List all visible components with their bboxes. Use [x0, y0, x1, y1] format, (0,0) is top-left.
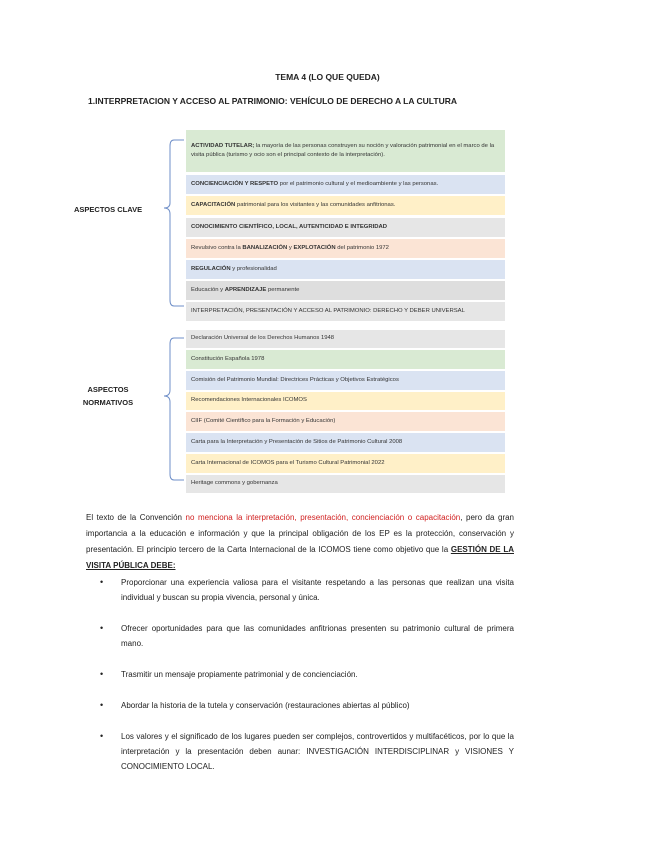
- page-title: TEMA 4 (LO QUE QUEDA): [275, 72, 380, 82]
- clave-item: REGULACIÓN y profesionalidad: [186, 260, 505, 279]
- normativo-item: Recomendaciones Internacionales ICOMOS: [186, 392, 505, 410]
- list-item: • Ofrecer oportunidades para que las comunidades anfitrionas presenten su patrimonio cultural de primera mano.: [100, 623, 514, 648]
- clave-item: CAPACITACIÓN patrimonial para los visitantes y las comunidades anfitrionas.: [186, 196, 505, 215]
- normativo-item: Heritage commons y gobernanza: [186, 475, 505, 493]
- clave-item: INTERPRETACIÓN, PRESENTACIÓN Y ACCESO AL PATRIMONIO: DERECHO Y DEBER UNIVERSAL: [186, 302, 505, 321]
- clave-item: CONCIENCIACIÓN Y RESPETO por el patrimonio cultural y el medioambiente y las personas.: [186, 175, 505, 194]
- aspectos-clave-label: ASPECTOS CLAVE: [74, 205, 143, 214]
- clave-item: Revulsivo contra la BANALIZACIÓN y EXPLOTACIÓN del patrimonio 1972: [186, 239, 505, 258]
- section-heading: 1.INTERPRETACION Y ACCESO AL PATRIMONIO: VEHÍCULO DE DERECHO A LA CULTURA: [88, 96, 457, 106]
- clave-item: Educación y APRENDIZAJE permanente: [186, 281, 505, 300]
- bullet-list: [86, 575, 514, 774]
- list-item: • Proporcionar una experiencia valiosa para el visitante respetando a las personas que realizan una visita individual y buscan su propia vivencia, personal y única.: [100, 577, 514, 602]
- body-paragraph: El texto de la Convención no menciona la interpretación, presentación, concienciación o capacitación, pero da gran importancia a la educación e información y que la principal obligación de los EP es la protección, conservación y presentación. El principio tercero de la Carta Internacional de la ICOMOS tiene como objetivo que la GESTIÓN DE LA VISITA PÚBLICA DEBE:: [86, 513, 515, 570]
- highlight-text: no menciona la interpretación, presentación, concienciación o capacitación: [185, 513, 461, 522]
- normativo-item: Carta para la Interpretación y Presentación de Sitios de Patrimonio Cultural 2008: [186, 433, 505, 452]
- aspectos-normativos-label: ASPECTOS NORMATIVOS: [82, 385, 134, 407]
- list-item: • Los valores y el significado de los lugares pueden ser complejos, controvertidos y multifacéticos, por lo que la interpretación y la presentación deben aunar: INVESTIGACIÓN INTERDISCIPLINAR y VISIONES Y CONOCIMIENTO LOCAL.: [100, 731, 514, 771]
- normativo-item: Carta Internacional de ICOMOS para el Turismo Cultural Patrimonial 2022: [186, 454, 505, 473]
- normativo-item: Comisión del Patrimonio Mundial: Directrices Prácticas y Objetivos Estratégicos: [186, 371, 505, 390]
- normativo-item: Constitución Española 1978: [186, 350, 505, 369]
- normativo-item: Declaración Universal de los Derechos Humanos 1948: [186, 330, 505, 348]
- normativo-item: CIIF (Comité Científico para la Formación y Educación): [186, 412, 505, 431]
- list-item: • Trasmitir un mensaje propiamente patrimonial y de concienciación.: [100, 669, 358, 679]
- clave-item: ACTIVIDAD TUTELAR; la mayoría de las personas construyen su noción y valoración patrimonial en el marco de la visita pública (turismo y ocio son el principal contexto de la interpretación).: [186, 130, 505, 172]
- list-item: • Abordar la historia de la tutela y conservación (restauraciones abiertas al público): [100, 700, 410, 710]
- clave-item: CONOCIMIENTO CIENTÍFICO, LOCAL, AUTENTICIDAD E INTEGRIDAD: [186, 218, 505, 237]
